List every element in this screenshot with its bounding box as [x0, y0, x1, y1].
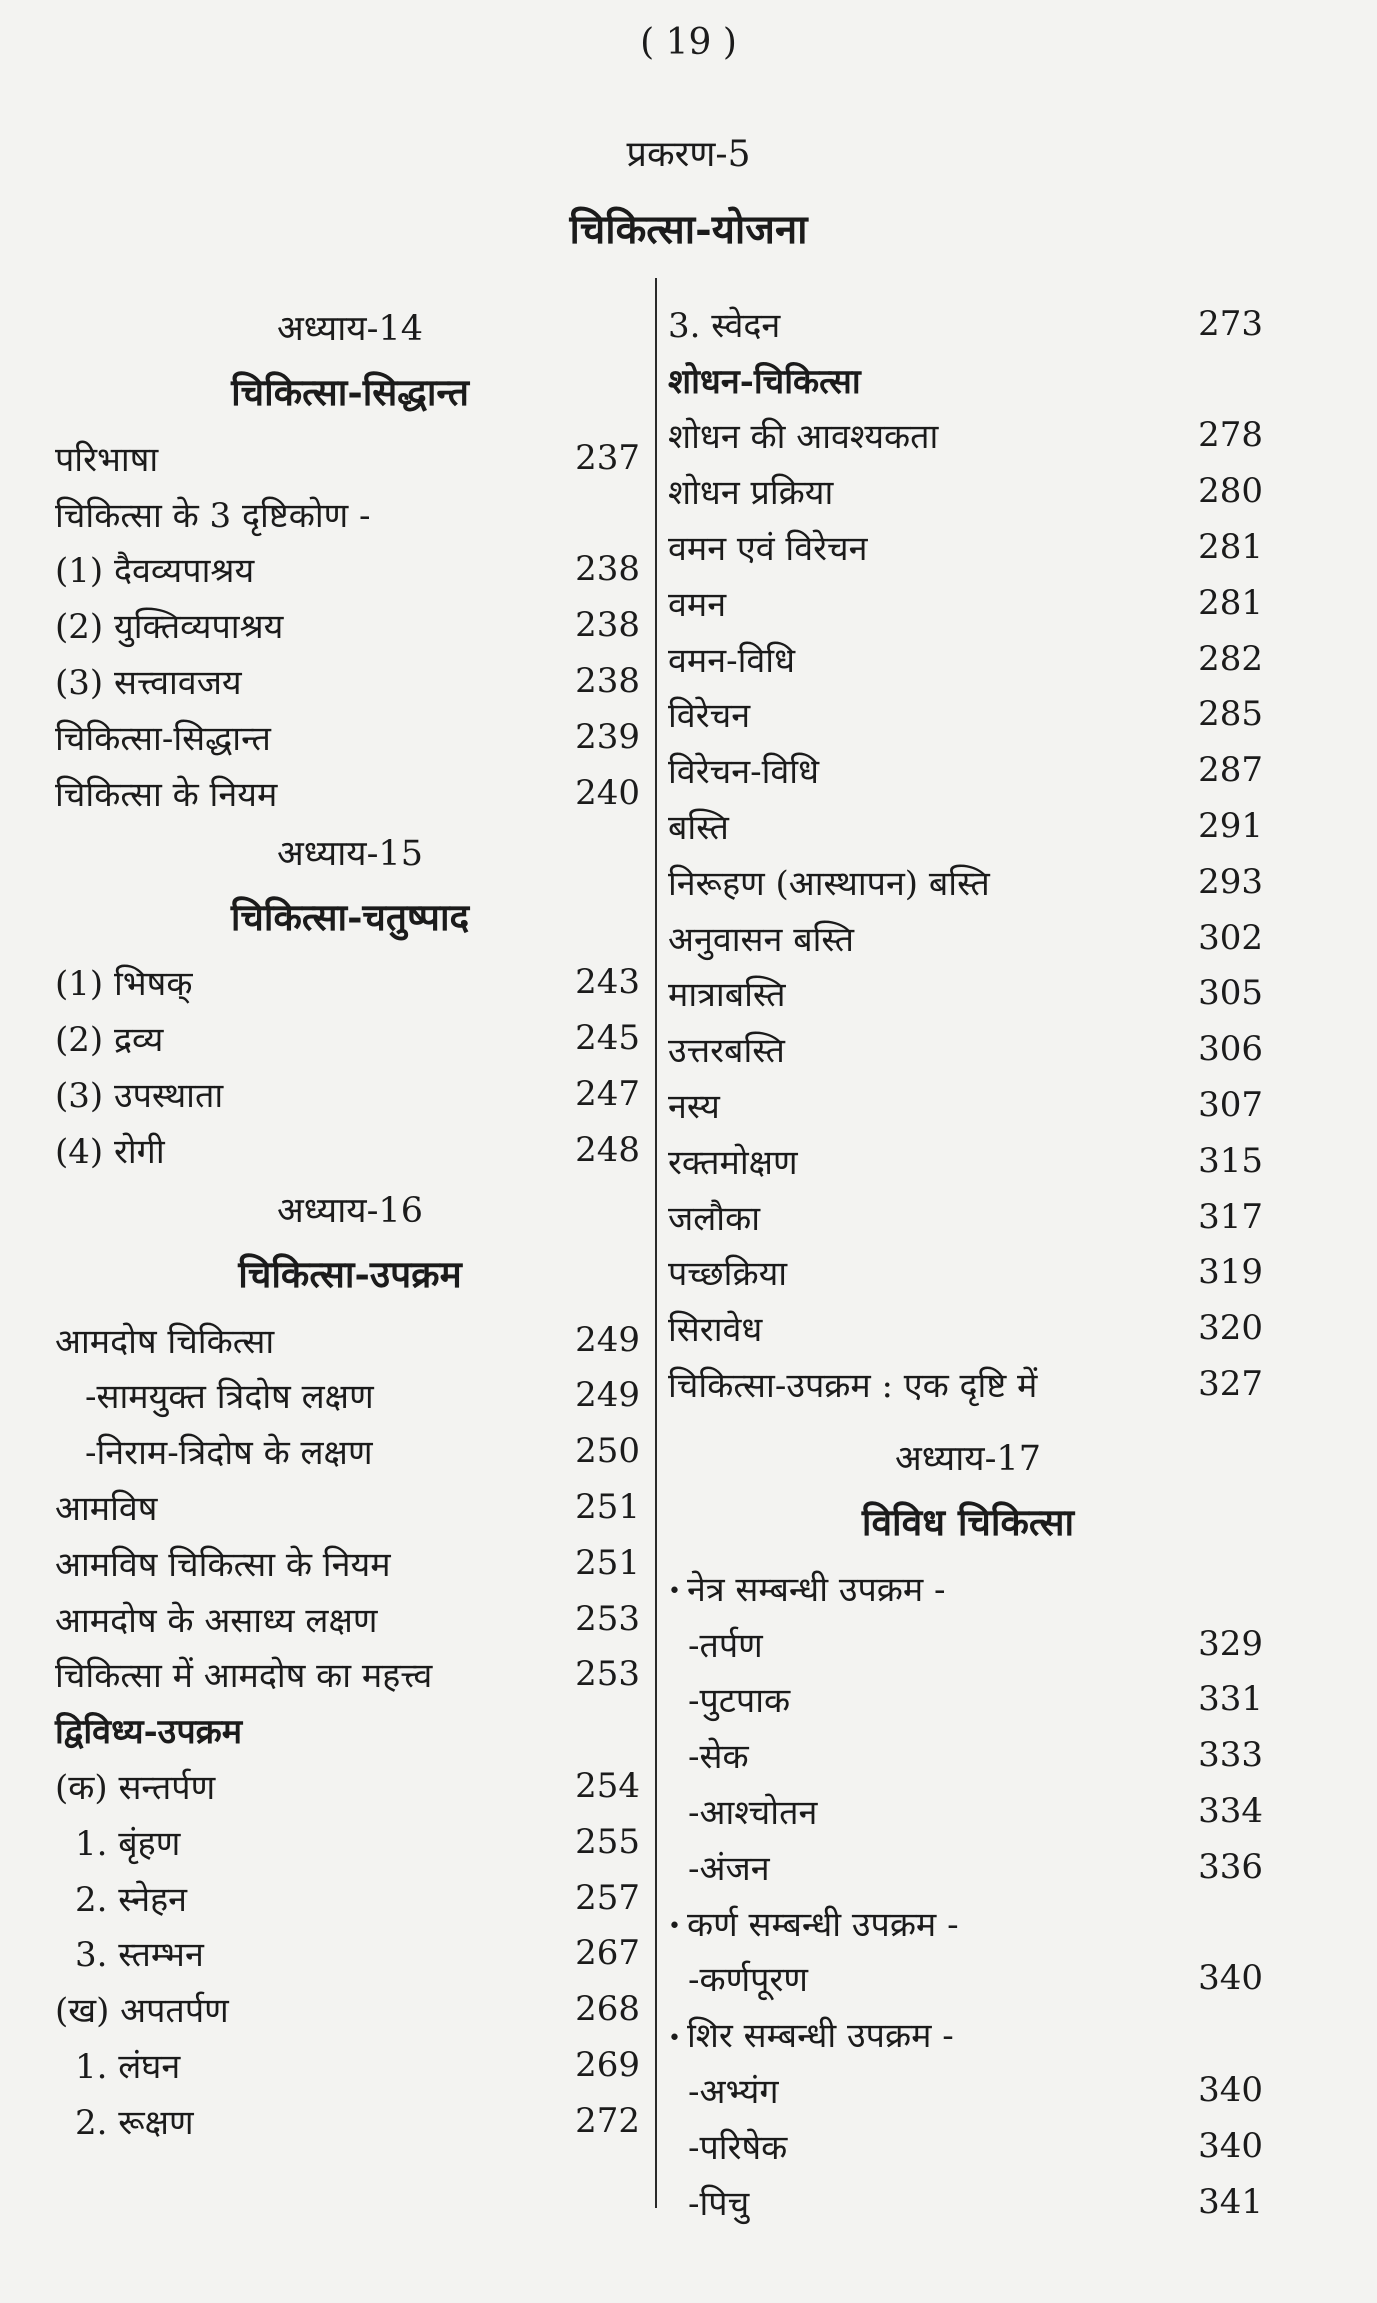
entry-page: 254: [575, 1766, 640, 1807]
chapter-14-entries: [55, 430, 645, 821]
entry-label: विरेचन: [668, 696, 751, 737]
entry-page: 237: [575, 437, 640, 478]
entry-page: 341: [1198, 2181, 1263, 2222]
entry-page: 240: [575, 772, 640, 813]
entry-label: जलौका: [668, 1198, 761, 1239]
entry-label: -पिचु: [688, 2183, 750, 2224]
toc-group-heading: [668, 1560, 1268, 1616]
entry-label: 1. लंघन: [75, 2047, 181, 2088]
entry-label: वमन एवं विरेचन: [668, 529, 868, 570]
entry-page: 285: [1198, 694, 1263, 735]
entry-label: मात्राबस्ति: [668, 975, 786, 1016]
entry-page: 336: [1198, 1846, 1263, 1887]
entry-label: चिकित्सा में आमदोष का महत्त्व: [55, 1656, 433, 1697]
toc-subheading: [55, 1702, 645, 1758]
entry-label: (1) भिषक्: [55, 964, 193, 1005]
toc-entry: [668, 854, 1268, 910]
entry-label: (4) रोगी: [55, 1131, 165, 1172]
entry-label: -अंजन: [688, 1848, 770, 1889]
toc-entry: [55, 1758, 645, 1814]
toc-entry: [668, 687, 1268, 743]
toc-entry: [668, 1839, 1268, 1895]
entry-label: परिभाषा: [55, 439, 159, 480]
toc-entry: [668, 1616, 1268, 1672]
toc-entry: [668, 910, 1268, 966]
entry-page: 251: [575, 1487, 640, 1528]
chapter-16-continued-entries: [668, 296, 1268, 1412]
toc-entry: [668, 631, 1268, 687]
chapter-17-entries: [668, 1560, 1268, 2230]
entry-label: विरेचन-विधि: [668, 752, 819, 793]
toc-entry: [668, 1356, 1268, 1412]
toc-group-heading: [668, 2006, 1268, 2062]
entry-label: -निराम-त्रिदोष के लक्षण: [85, 1433, 373, 1474]
entry-label: चिकित्सा-सिद्धान्त: [55, 718, 271, 759]
entry-page: 307: [1198, 1085, 1263, 1126]
entry-label: -सेक: [688, 1737, 749, 1778]
entry-page: 273: [1198, 303, 1263, 344]
entry-page: 280: [1198, 471, 1263, 512]
toc-entry: [55, 430, 645, 486]
toc-entry: [668, 966, 1268, 1022]
toc-entry: [55, 1479, 645, 1535]
entry-label: 1. बृंहण: [75, 1823, 181, 1864]
entry-page: 257: [575, 1877, 640, 1918]
entry-label: आमदोष के असाध्य लक्षण: [55, 1600, 378, 1641]
toc-entry: [668, 1021, 1268, 1077]
entry-page: 340: [1198, 2125, 1263, 2166]
toc-entry: [668, 1245, 1268, 1301]
entry-page: 334: [1198, 1791, 1263, 1832]
entry-page: 247: [575, 1074, 640, 1115]
toc-entry: [55, 1814, 645, 1870]
toc-entry: [55, 955, 645, 1011]
entry-label: उत्तरबस्ति: [668, 1031, 785, 1072]
toc-entry: [55, 765, 645, 821]
chapter-15-entries: [55, 955, 645, 1178]
toc-entry: [668, 1727, 1268, 1783]
entry-page: 272: [575, 2100, 640, 2141]
entry-page: 281: [1198, 582, 1263, 623]
toc-entry: [668, 1672, 1268, 1728]
entry-page: 248: [575, 1129, 640, 1170]
entry-label: शोधन-चिकित्सा: [668, 361, 861, 402]
entry-label: चिकित्सा के 3 दृष्टिकोण -: [55, 495, 371, 536]
chapter-14-title: चिकित्सा-सिद्धान्त: [231, 370, 469, 414]
chapter-17-title: विविध चिकित्सा: [861, 1499, 1075, 1544]
section-title: चिकित्सा-योजना: [569, 206, 808, 253]
toc-entry: [55, 1535, 645, 1591]
entry-label: (2) द्रव्य: [55, 1020, 164, 1061]
entry-label: 2. स्नेहन: [75, 1879, 188, 1920]
entry-label: रक्तमोक्षण: [668, 1142, 798, 1183]
left-column: [55, 296, 645, 2149]
entry-page: 305: [1198, 973, 1263, 1014]
entry-page: 249: [575, 1375, 640, 1416]
bullet-icon: •: [668, 1579, 681, 1605]
entry-label: चिकित्सा के नियम: [55, 774, 278, 815]
entry-page: 329: [1198, 1623, 1263, 1664]
entry-label: शोधन प्रक्रिया: [668, 473, 834, 514]
toc-entry: [668, 798, 1268, 854]
entry-label: 3. स्वेदन: [668, 305, 781, 346]
entry-page: 255: [575, 1821, 640, 1862]
entry-page: 269: [575, 2045, 640, 2086]
entry-label: • शिर सम्बन्धी उपक्रम -: [668, 2016, 954, 2057]
entry-page: 319: [1198, 1252, 1263, 1293]
entry-page: 320: [1198, 1308, 1263, 1349]
entry-label: (2) युक्तिव्यपाश्रय: [55, 607, 284, 648]
entry-label: (क) सन्तर्पण: [55, 1768, 216, 1809]
entry-label: -तर्पण: [688, 1625, 763, 1666]
toc-entry: [668, 408, 1268, 464]
entry-page: 293: [1198, 861, 1263, 902]
toc-entry: [55, 1591, 645, 1647]
entry-page: 243: [575, 962, 640, 1003]
entry-page: 291: [1198, 806, 1263, 847]
entry-page: 340: [1198, 1958, 1263, 1999]
spacer: [668, 1412, 1268, 1426]
entry-page: 238: [575, 605, 640, 646]
entry-page: 302: [1198, 917, 1263, 958]
toc-entry: [55, 597, 645, 653]
bullet-icon: •: [668, 1914, 681, 1940]
toc-entry: [55, 1926, 645, 1982]
part-title: प्रकरण-5: [626, 134, 751, 175]
page-number: ( 19 ): [640, 22, 737, 63]
entry-label: (3) सत्त्वावजय: [55, 663, 242, 704]
entry-page: 331: [1198, 1679, 1263, 1720]
toc-entry: [55, 1647, 645, 1703]
entry-page: 238: [575, 549, 640, 590]
entry-label: (1) दैवव्यपाश्रय: [55, 551, 255, 592]
entry-page: 317: [1198, 1196, 1263, 1237]
entry-label: -कर्णपूरण: [688, 1960, 808, 2001]
entry-label: सिरावेध: [668, 1310, 763, 1351]
entry-label: -अभ्यंग: [688, 2072, 779, 2112]
entry-label: 3. स्तम्भन: [75, 1935, 204, 1976]
entry-label: आमविष: [55, 1489, 158, 1530]
entry-label: आमविष चिकित्सा के नियम: [55, 1544, 391, 1585]
toc-entry: [55, 1122, 645, 1178]
chapter-15-number: अध्याय-15: [277, 833, 423, 874]
chapter-16-number: अध्याय-16: [277, 1190, 423, 1231]
chapter-17-number: अध्याय-17: [895, 1438, 1041, 1479]
entry-label: -सामयुक्त त्रिदोष लक्षण: [85, 1377, 374, 1418]
toc-entry: [55, 709, 645, 765]
toc-entry: [55, 2037, 645, 2093]
toc-subheading: [668, 352, 1268, 408]
toc-entry: [668, 2118, 1268, 2174]
toc-entry: [668, 2174, 1268, 2230]
toc-entry: [55, 542, 645, 598]
chapter-15-title: चिकित्सा-चतुष्पाद: [230, 894, 470, 939]
toc-entry: [55, 1010, 645, 1066]
toc-entry: [668, 1300, 1268, 1356]
entry-page: 251: [575, 1542, 640, 1583]
toc-entry: [668, 1189, 1268, 1245]
toc-entry: [55, 1423, 645, 1479]
entry-label: -परिषेक: [688, 2127, 788, 2168]
entry-page: 340: [1198, 2070, 1263, 2110]
toc-entry: [55, 2093, 645, 2149]
column-divider: [655, 278, 657, 2208]
entry-page: 267: [575, 1933, 640, 1974]
entry-page: 268: [575, 1989, 640, 2030]
entry-page: 282: [1198, 638, 1263, 679]
entry-label: द्विविध्य-उपक्रम: [55, 1712, 243, 1753]
entry-label: • नेत्र सम्बन्धी उपक्रम -: [668, 1569, 946, 1610]
entry-label: बस्ति: [668, 808, 729, 849]
entry-page: 250: [575, 1431, 640, 1472]
toc-entry: [668, 575, 1268, 631]
toc-entry: [668, 1783, 1268, 1839]
toc-entry: [668, 742, 1268, 798]
entry-page: 238: [575, 661, 640, 702]
entry-label: -आश्चोतन: [688, 1793, 818, 1834]
entry-label: (ख) अपतर्पण: [55, 1991, 229, 2032]
toc-entry: [55, 1066, 645, 1122]
toc-entry: [668, 296, 1268, 352]
chapter-14-number: अध्याय-14: [277, 309, 423, 349]
toc-entry: [668, 2062, 1268, 2118]
toc-entry: [668, 519, 1268, 575]
toc-entry: [55, 1368, 645, 1424]
entry-page: 327: [1198, 1364, 1263, 1405]
toc-entry: [55, 1981, 645, 2037]
entry-page: 239: [575, 716, 640, 757]
entry-page: 278: [1198, 415, 1263, 456]
chapter-16-entries: [55, 1312, 645, 2149]
entry-label: चिकित्सा-उपक्रम : एक दृष्टि में: [668, 1366, 1038, 1407]
entry-label: आमदोष चिकित्सा: [55, 1321, 275, 1362]
entry-page: 249: [575, 1319, 640, 1360]
toc-entry: [668, 1133, 1268, 1189]
entry-page: 253: [575, 1654, 640, 1695]
entry-label: • कर्ण सम्बन्धी उपक्रम -: [668, 1904, 959, 1945]
entry-label: नस्य: [668, 1087, 720, 1128]
entry-label: अनुवासन बस्ति: [668, 919, 855, 960]
toc-entry: [668, 1077, 1268, 1133]
entry-label: 2. रूक्षण: [75, 2102, 194, 2143]
toc-entry: [55, 1870, 645, 1926]
entry-label: निरूहण (आस्थापन) बस्ति: [668, 863, 990, 904]
entry-page: 245: [575, 1018, 640, 1059]
bullet-icon: •: [668, 2025, 681, 2051]
entry-page: 287: [1198, 750, 1263, 791]
entry-page: 306: [1198, 1029, 1263, 1070]
entry-label: वमन: [668, 584, 727, 625]
entry-label: (3) उपस्थाता: [55, 1076, 224, 1117]
toc-entry: [668, 1951, 1268, 2007]
right-column: [668, 296, 1268, 2230]
toc-entry: [55, 653, 645, 709]
entry-page: 253: [575, 1598, 640, 1639]
entry-label: -पुटपाक: [688, 1681, 791, 1722]
entry-label: पच्छक्रिया: [668, 1254, 788, 1295]
entry-page: 315: [1198, 1140, 1263, 1181]
toc-entry: [55, 486, 645, 542]
entry-page: 333: [1198, 1735, 1263, 1776]
toc-entry: [55, 1312, 645, 1368]
toc-entry: [668, 463, 1268, 519]
toc-group-heading: [668, 1895, 1268, 1951]
entry-label: वमन-विधि: [668, 640, 796, 681]
entry-label: शोधन की आवश्यकता: [668, 417, 939, 458]
entry-page: 281: [1198, 527, 1263, 568]
chapter-16-title: चिकित्सा-उपक्रम: [238, 1251, 462, 1296]
